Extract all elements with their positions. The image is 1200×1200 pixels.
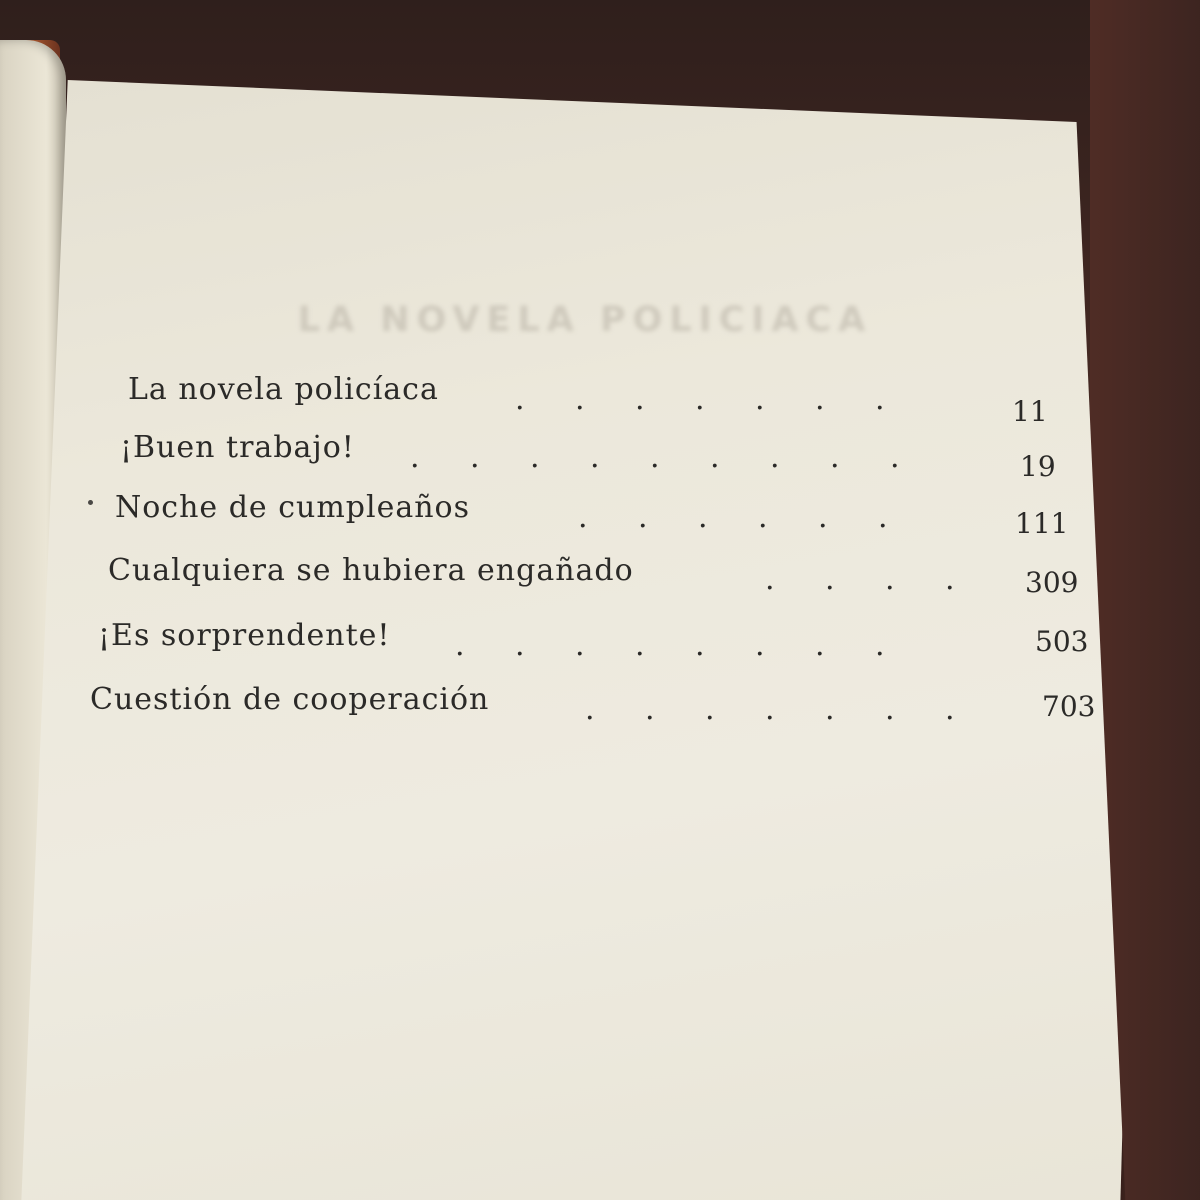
- toc-entry-page: 703: [1042, 690, 1096, 723]
- leader-dots: . . . . . .: [578, 500, 888, 535]
- toc-entry-title: Cualquiera se hubiera engañado: [108, 553, 634, 588]
- toc-entry-page: 11: [1012, 395, 1048, 428]
- leader-dots: . . . .: [765, 562, 955, 597]
- toc-entry-title: La novela policíaca: [128, 372, 439, 407]
- leader-dots: . . . . . . . .: [455, 628, 885, 663]
- toc-entry-title: Cuestión de cooperación: [90, 682, 490, 717]
- toc-entry-page: 19: [1020, 450, 1056, 483]
- toc-entry-title: Noche de cumpleaños: [115, 490, 471, 525]
- toc-entry-page: 111: [1015, 507, 1069, 540]
- toc-entry-title: ¡Buen trabajo!: [120, 430, 355, 465]
- leader-dots: . . . . . . .: [585, 692, 955, 727]
- toc-entry-title: ¡Es sorprendente!: [98, 618, 391, 653]
- leader-dots: . . . . . . .: [515, 382, 885, 417]
- toc-entry-page: 309: [1025, 566, 1079, 599]
- show-through-title: LA NOVELA POLICIACA: [297, 300, 873, 340]
- leader-dots: . . . . . . . . .: [410, 440, 900, 475]
- pencil-mark: [88, 500, 93, 505]
- toc-entry-page: 503: [1035, 625, 1089, 658]
